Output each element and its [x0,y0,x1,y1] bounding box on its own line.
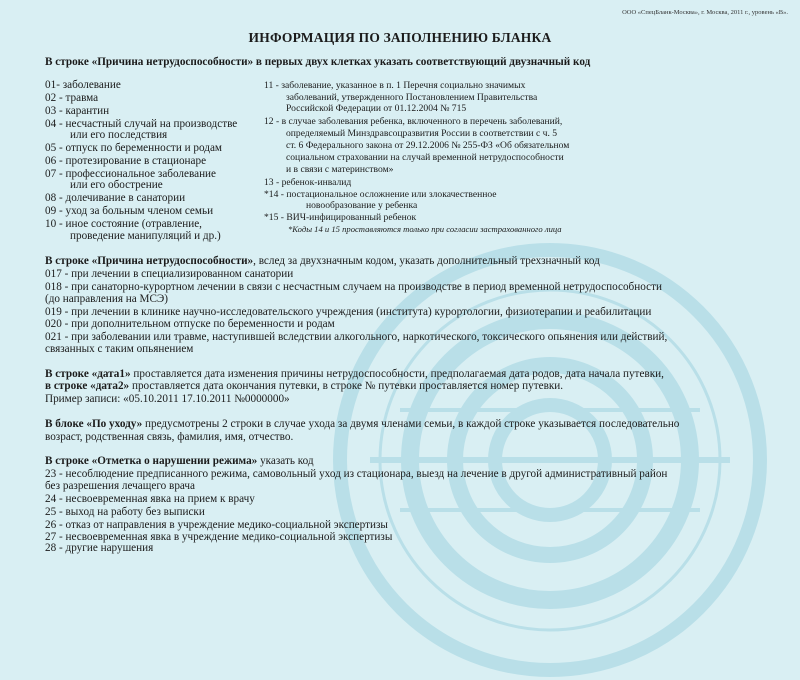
list-item: (до направления на МСЭ) [45,293,169,305]
list-item: без разрешения лечащего врача [45,480,196,492]
section3-bold2: в строке «дата2» [45,380,130,392]
list-item: 02 - травма [45,92,99,104]
list-item: социальном страховании на случай временной нетрудоспособности [286,152,564,163]
section3-line2 [45,380,563,393]
list-item: *15 - ВИЧ-инфицированный ребенок [264,212,417,223]
list-item: 13 - ребенок-инвалид [264,177,352,188]
list-item: 28 - другие нарушения [45,542,154,554]
list-item: или его обострение [70,179,163,191]
list-item: 04 - несчастный случай на производстве [45,118,238,130]
list-item: 12 - в случае заболевания ребенка, включенного в перечень заболеваний, [264,116,563,127]
list-item: 01- заболевание [45,79,121,91]
list-item: 021 - при заболевании или травме, наступившей вследствии алкогольного, наркотического, токсического опьянения или действий, [45,331,668,343]
section3-rest1: проставляется дата изменения причины нетрудоспособности, предполагаемая дата родов, дата начала путевки, [130,368,664,380]
list-item: 08 - долечивание в санатории [45,192,186,204]
section4-line2: возраст, родственная связь, фамилия, имя, отчество. [45,431,294,443]
list-item: 017 - при лечении в специализированном санатории [45,268,294,280]
section2-heading [45,255,600,268]
section5-rest: указать код [257,455,314,467]
list-item: 11 - заболевание, указанное в п. 1 Перечня социально значимых [264,80,526,91]
list-item: 07 - профессиональное заболевание [45,168,217,180]
section2-rest: , вслед за двухзначным кодом, указать дополнительный трехзначный код [253,255,600,267]
list-item: ст. 6 Федерального закона от 29.12.2006 № 255-ФЗ «Об обязательном [286,140,570,151]
section4-line1 [45,418,679,431]
page-title: ИНФОРМАЦИЯ ПО ЗАПОЛНЕНИЮ БЛАНКА [248,30,552,45]
section2-bold: В строке «Причина нетрудоспособности» [45,255,254,267]
list-item: проведение манипуляций и др.) [70,230,221,242]
list-item: Российской Федерации от 01.12.2004 № 715 [286,103,467,114]
list-item: 24 - несвоевременная явка на прием к врачу [45,493,255,505]
list-item: определяемый Минздравсоцразвития России в соответствии с ч. 5 [286,128,558,139]
footnote: *Коды 14 и 15 проставляются только при согласии застрахованного лица [288,224,562,234]
list-item: или его последствия [70,129,168,141]
section3-bold1: В строке «дата1» [45,368,131,380]
list-item: 26 - отказ от направления в учреждение медико-социальной экспертизы [45,519,388,531]
list-item: 019 - при лечении в клинике научно-исследовательского учреждения (института) курортологии, физиотерапии и реабилитации [45,306,652,318]
section4-bold: В блоке «По уходу» [45,418,143,430]
list-item: 10 - иное состояние (отравление, [45,218,202,230]
list-item: 03 - карантин [45,105,110,117]
publisher-note: ООО «СпецБланк-Москва», г. Москва, 2011 г., уровень «В». [622,9,788,16]
list-item: связанных с таким опьянением [45,343,194,355]
section5-heading [45,455,314,468]
list-item: заболеваний, утвержденного Постановлением Правительства [286,92,538,103]
example-text: Пример записи: «05.10.2011 17.10.2011 №0000000» [45,393,290,405]
list-item: 23 - несоблюдение предписанного режима, самовольный уход из стационара, выезд на лечение в другой административный район [45,468,668,480]
list-item: 05 - отпуск по беременности и родам [45,142,222,154]
section3-rest2: проставляется дата окончания путевки, в строке № путевки проставляется номер путевки. [129,380,564,392]
section5-bold: В строке «Отметка о нарушении режима» [45,455,258,467]
list-item: 27 - несвоевременная явка в учреждение медико-социальной экспертизы [45,531,393,543]
list-item: и в связи с материнством» [286,164,394,175]
section1-heading: В строке «Причина нетрудоспособности» в первых двух клетках указать соответствующий двузначный код [45,56,591,68]
list-item: 09 - уход за больным членом семьи [45,205,214,217]
list-item: 25 - выход на работу без выписки [45,506,205,518]
section4-rest: предусмотрены 2 строки в случае ухода за двумя членами семьи, в каждой строке указывается последовательно [142,418,680,430]
list-item: новообразование у ребенка [306,200,418,211]
list-item: 020 - при дополнительном отпуске по беременности и родам [45,318,335,330]
list-item: *14 - постациональное осложнение или злокачественное [264,189,497,200]
list-item: 06 - протезирование в стационаре [45,155,207,167]
list-item: 018 - при санаторно-курортном лечении в связи с несчастным случаем на производстве в период временной нетрудоспособности [45,281,662,293]
